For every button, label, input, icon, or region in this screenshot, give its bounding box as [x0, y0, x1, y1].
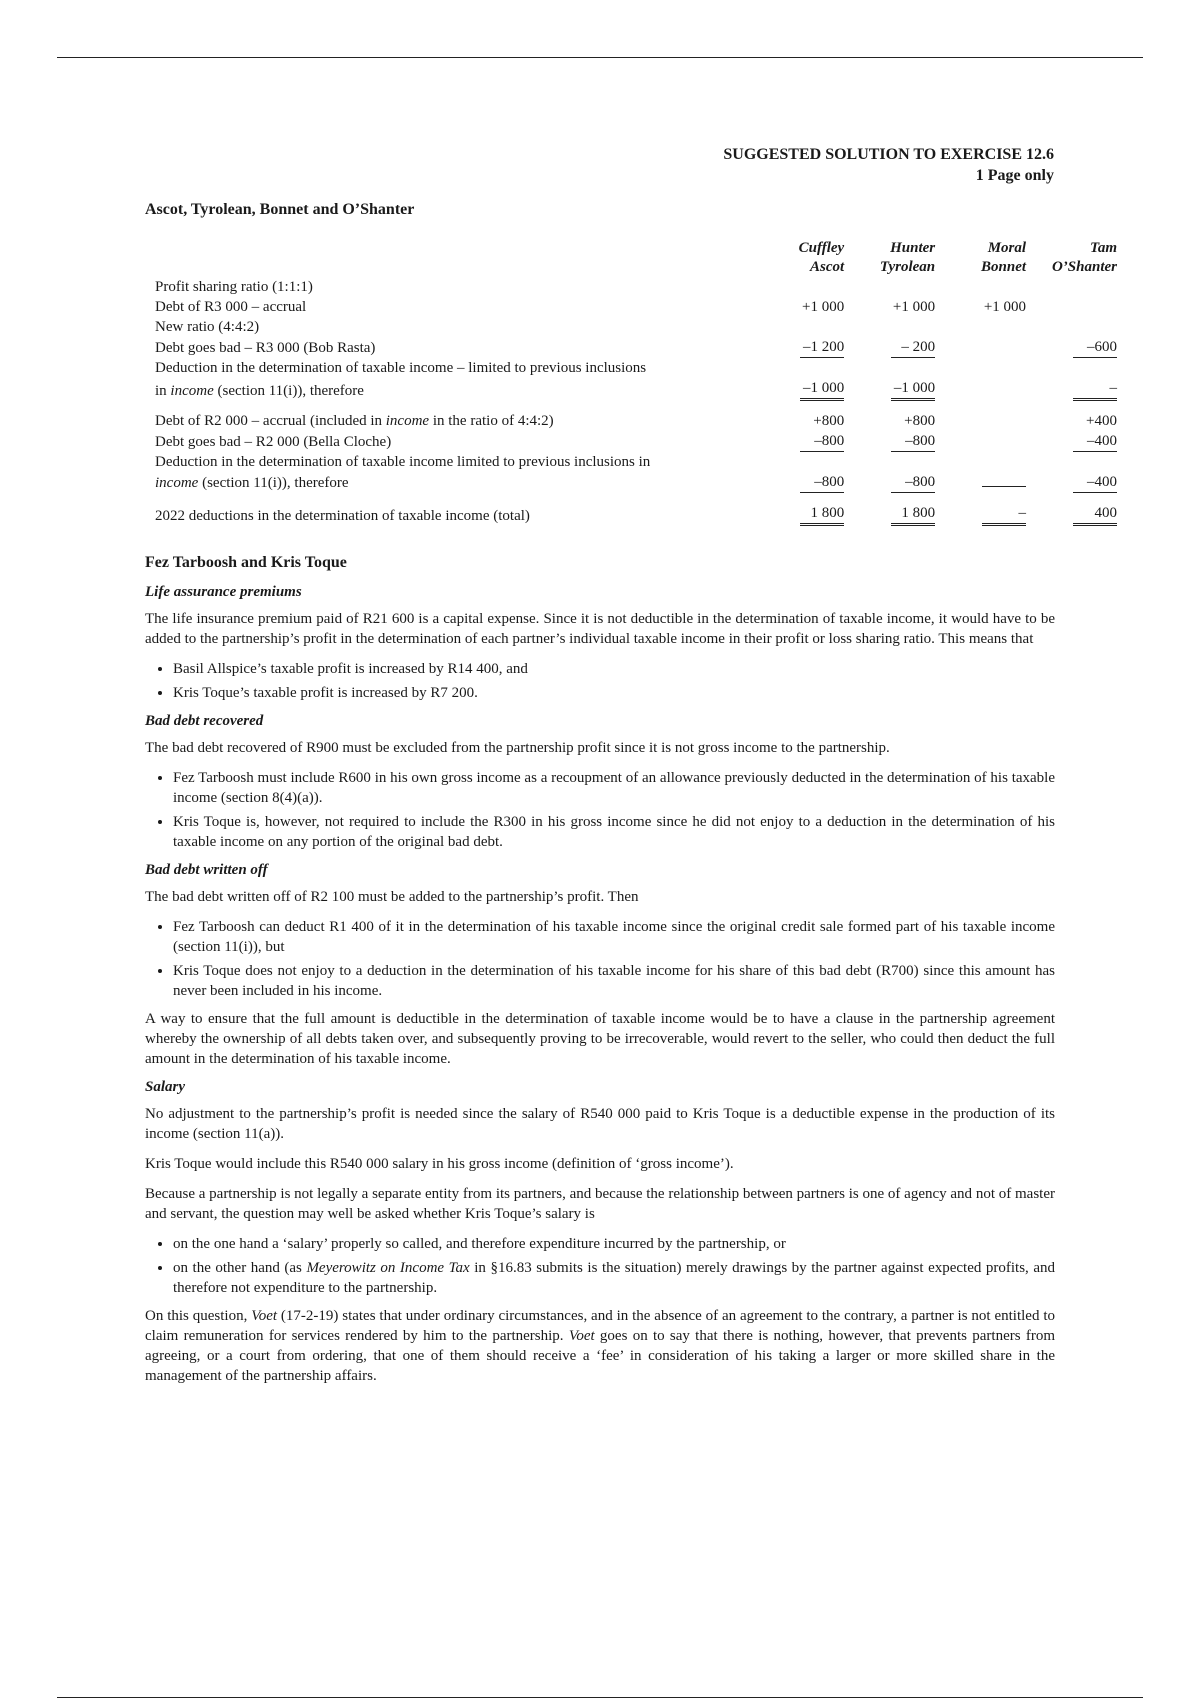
table-row: Debt of R3 000 – accrual +1 000 +1 000 +1 000	[155, 299, 1027, 315]
paragraph: The bad debt written off of R2 100 must be added to the partnership’s profit. Then	[145, 889, 639, 905]
list-item: • on the one hand a ‘salary’ properly so called, and therefore expenditure incurred by the partnership, or	[173, 1234, 1055, 1254]
paragraph: A way to ensure that the full amount is deductible in the determination of taxable income would be to have a clause in the partnership agreement whereby the ownership of all debts taken over, and subsequently proving to be irrecoverable, would revert to the seller, who could then deduct the full amount in the determination of his taxable income.	[145, 1011, 1055, 1067]
table-row: income (section 11(i)), therefore –800 –800 –400	[155, 474, 1117, 491]
document-body	[145, 201, 1117, 1396]
heading-salary: Salary	[145, 1079, 186, 1095]
bullet-list	[145, 659, 1055, 703]
table-row: Debt goes bad – R2 000 (Bella Cloche) –800 –800 –400	[155, 433, 1117, 450]
list-item: • Basil Allspice’s taxable profit is increased by R14 400, and	[173, 659, 1055, 679]
table-total-row: 2022 deductions in the determination of taxable income (total) 1 800 1 800 – 400	[155, 505, 1117, 524]
table-row: Debt goes bad – R3 000 (Bob Rasta) –1 200 – 200 –600	[155, 339, 1117, 356]
paragraph: The bad debt recovered of R900 must be excluded from the partnership profit since it is not gross income to the partnership.	[145, 740, 890, 756]
blank-underline	[982, 485, 1026, 487]
col-header-tyrolean: Hunter Tyrolean	[879, 240, 936, 275]
table-row: in income (section 11(i)), therefore –1 000 –1 000 –	[155, 380, 1117, 399]
top-rule	[57, 57, 1143, 58]
deductions-table	[145, 239, 1125, 526]
table-row: New ratio (4:4:2)	[155, 319, 260, 335]
heading-life-assurance: Life assurance premiums	[145, 584, 302, 600]
bullet-list	[145, 917, 1055, 1001]
table-row: Debt of R2 000 – accrual (included in income in the ratio of 4:4:2) +800 +800 +400	[155, 413, 1117, 429]
bullet-list	[145, 768, 1055, 852]
bottom-rule	[57, 1697, 1143, 1698]
paragraph: The life insurance premium paid of R21 600 is a capital expense. Since it is not deductible in the determination of taxable income, it would have to be added to the partnership’s profit in the determination of each partner’s individual taxable income in their profit or loss sharing ratio. This means that	[145, 611, 1055, 647]
list-item: • on the other hand (as Meyerowitz on Income Tax in §16.83 submits is the situation) merely drawings by the partner against expected profits, and therefore not expenditure to the partnership.	[173, 1258, 1055, 1298]
paragraph: No adjustment to the partnership’s profit is needed since the salary of R540 000 paid to Kris Toque is a deductible expense in the production of its income (section 11(a)).	[145, 1106, 1055, 1142]
page-limit-note: 1 Page only	[975, 167, 1054, 184]
col-header-bonnet: Moral Bonnet	[981, 240, 1027, 275]
col-header-oshanter: Tam O’Shanter	[1051, 240, 1117, 275]
solution-title: SUGGESTED SOLUTION TO EXERCISE 12.6	[723, 146, 1054, 163]
table-row: Profit sharing ratio (1:1:1)	[155, 279, 313, 295]
list-item: • Kris Toque does not enjoy to a deduction in the determination of his taxable income for his share of this bad debt (R700) since this amount has never been included in his income.	[173, 961, 1055, 1001]
table-header-row	[145, 239, 1125, 277]
table-row: Deduction in the determination of taxable income limited to previous inclusions in	[155, 454, 651, 470]
col-header-ascot: Cuffley Ascot	[798, 240, 845, 275]
paragraph: Because a partnership is not legally a separate entity from its partners, and because the relationship between partners is one of agency and not of master and servant, the question may well be asked whether Kris Toque’s salary is	[145, 1186, 1055, 1222]
bullet-list	[145, 1234, 1055, 1298]
list-item: • Fez Tarboosh can deduct R1 400 of it in the determination of his taxable income since the original credit sale formed part of his taxable income (section 11(i)), but	[173, 917, 1055, 957]
section-title-ascot: Ascot, Tyrolean, Bonnet and O’Shanter	[145, 201, 415, 218]
table-row: Deduction in the determination of taxable income – limited to previous inclusions	[155, 360, 647, 376]
page-header	[723, 144, 1054, 186]
paragraph: Kris Toque would include this R540 000 salary in his gross income (definition of ‘gross income’).	[145, 1156, 734, 1172]
list-item: • Kris Toque is, however, not required to include the R300 in his gross income since he did not enjoy to a deduction in the determination of his taxable income on any portion of the original bad debt.	[173, 812, 1055, 852]
list-item: • Kris Toque’s taxable profit is increased by R7 200.	[173, 683, 1055, 703]
paragraph: On this question, Voet (17-2-19) states that under ordinary circumstances, and in the absence of an agreement to the contrary, a partner is not entitled to claim remuneration for services rendered by him to the partnership. Voet goes on to say that there is nothing, however, that prevents partners from agreeing, or a court from ordering, that one of them should receive a ‘fee’ in consideration of his taking a larger or more skilled share in the management of the partnership affairs.	[145, 1308, 1055, 1384]
heading-bad-debt-written-off: Bad debt written off	[145, 862, 268, 878]
list-item: • Fez Tarboosh must include R600 in his own gross income as a recoupment of an allowance previously deducted in the determination of his taxable income (section 8(4)(a)).	[173, 768, 1055, 808]
heading-bad-debt-recovered: Bad debt recovered	[145, 713, 264, 729]
section-title-tarboosh: Fez Tarboosh and Kris Toque	[145, 554, 347, 571]
